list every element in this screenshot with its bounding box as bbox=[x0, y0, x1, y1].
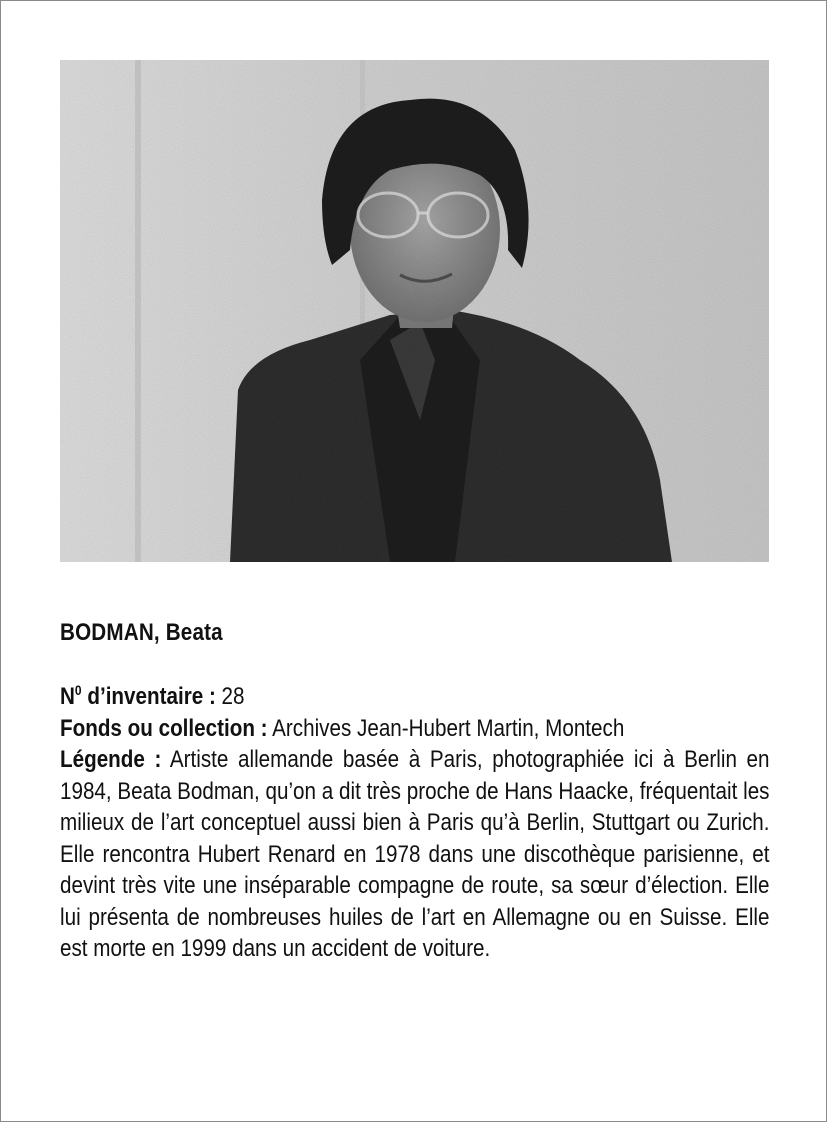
person-name: BODMAN, Beata bbox=[60, 619, 223, 646]
inventory-row bbox=[60, 681, 770, 713]
inventory-value: 28 bbox=[221, 683, 245, 710]
collection-value: Archives Jean-Hubert Martin, Montech bbox=[272, 714, 625, 742]
legend-row bbox=[60, 744, 770, 965]
portrait-illustration bbox=[60, 60, 769, 562]
collection-label: Fonds ou collection : bbox=[60, 714, 268, 742]
legend-value: Artiste allemande basée à Paris, photographiée ici à Berlin en 1984, Beata Bodman, qu’on a dit très proche de Hans Haacke, fréquentait les milieux de l’art conceptuel aussi bien à Paris qu’à Berlin, Stuttgart ou Zurich. Elle rencontra Hubert Renard en 1978 dans une discothèque parisienne, et devint très vite une inséparable compagne de route, sa sœur d’élection. Elle lui présenta de nombreuses huiles de l’art en Allemagne ou en Suisse. Elle est morte en 1999 dans un accident de voiture. bbox=[60, 746, 770, 962]
legend-label: Légende : bbox=[60, 746, 162, 773]
collection-row bbox=[60, 713, 770, 745]
portrait-photo bbox=[60, 60, 769, 562]
record-fields bbox=[60, 681, 770, 965]
inventory-label: $N^0$ d’inventaire : bbox=[60, 682, 216, 710]
